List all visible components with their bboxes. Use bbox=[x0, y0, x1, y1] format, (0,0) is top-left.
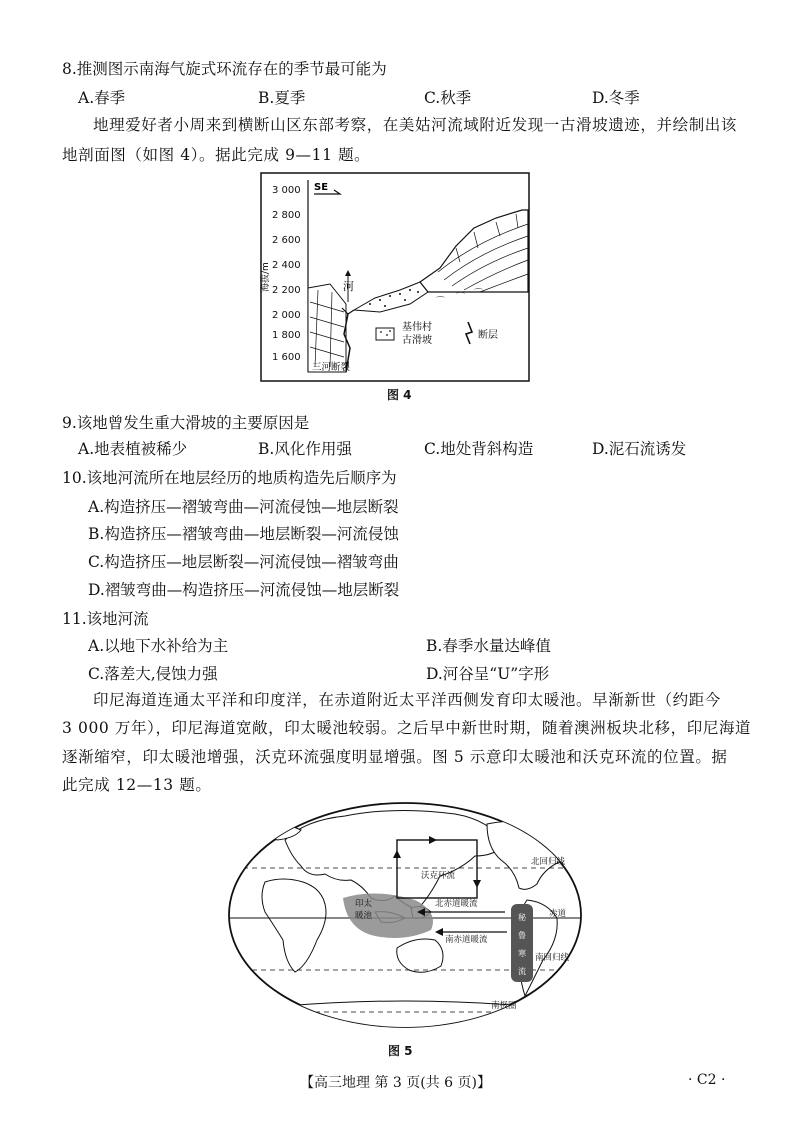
y-tick-2800: 2 800 bbox=[272, 210, 301, 221]
svg-text:⌒: ⌒ bbox=[436, 297, 446, 307]
direction-label: SE bbox=[314, 182, 329, 193]
svg-text:⌒: ⌒ bbox=[456, 293, 466, 303]
legend-landslide-label-1: 基伟村 bbox=[402, 322, 432, 333]
figure-4-caption: 图 4 bbox=[387, 388, 412, 402]
intro-2-line-3: 逐渐缩窄，印太暖池增强，沃克环流强度明显增强。图 5 示意印太暖池和沃克环流的位置。据 bbox=[62, 748, 728, 766]
y-tick-3000: 3 000 bbox=[272, 185, 301, 196]
y-tick-2400: 2 400 bbox=[272, 260, 301, 271]
q9-stem: 9.该地曾发生重大滑坡的主要原因是 bbox=[62, 414, 310, 432]
figure-5-caption: 图 5 bbox=[388, 1044, 413, 1058]
q9-option-a[interactable]: A.地表植被稀少 bbox=[78, 440, 188, 458]
cold-current-char-2: 鲁 bbox=[518, 931, 526, 940]
intro-2-line-1: 印尼海道连通太平洋和印度洋，在赤道附近太平洋西侧发育印太暖池。早渐新世（约距今 bbox=[93, 691, 721, 709]
left-bank-rock bbox=[308, 284, 346, 372]
north-eq-current-label: 北赤道暖流 bbox=[435, 899, 478, 909]
cold-current-char-1: 秘 bbox=[518, 913, 526, 922]
q11-option-a[interactable]: A.以地下水补给为主 bbox=[88, 637, 229, 655]
south-eq-current-label: 南赤道暖流 bbox=[445, 935, 488, 945]
fault-name-label: 三河断裂 bbox=[312, 362, 351, 373]
q9-option-d[interactable]: D.泥石流诱发 bbox=[592, 440, 687, 458]
q10-stem: 10.该地河流所在地层经历的地质构造先后顺序为 bbox=[62, 469, 397, 487]
cold-current-char-4: 流 bbox=[518, 967, 526, 976]
q8-option-d[interactable]: D.冬季 bbox=[592, 89, 640, 107]
warm-pool-label-2: 暖池 bbox=[355, 911, 373, 921]
page-code: · C2 · bbox=[688, 1072, 726, 1088]
svg-text:⌒: ⌒ bbox=[474, 289, 484, 299]
q11-option-c[interactable]: C.落差大,侵蚀力强 bbox=[88, 665, 218, 683]
tropic-south-label: 南回归线 bbox=[535, 953, 570, 963]
y-tick-2000: 2 000 bbox=[272, 310, 301, 321]
q8-option-a[interactable]: A.春季 bbox=[78, 89, 126, 107]
y-tick-1800: 1 800 bbox=[272, 330, 301, 341]
y-tick-2200: 2 200 bbox=[272, 285, 301, 296]
legend-landslide-swatch bbox=[376, 328, 394, 340]
q9-option-b[interactable]: B.风化作用强 bbox=[258, 440, 352, 458]
q10-option-c[interactable]: C.构造挤压—地层断裂—河流侵蚀—褶皱弯曲 bbox=[88, 553, 399, 571]
warm-pool-label-1: 印太 bbox=[355, 899, 373, 909]
intro-2-line-2: 3 000 万年），印尼海道宽敞，印太暖池较弱。之后早中新世时期，随着澳洲板块北移，印尼海道 bbox=[62, 719, 752, 737]
intro-2-line-4: 此完成 12—13 题。 bbox=[62, 776, 212, 794]
q11-option-b[interactable]: B.春季水量达峰值 bbox=[426, 637, 551, 655]
cold-current-char-3: 寒 bbox=[518, 949, 526, 958]
figure-4-cross-section bbox=[260, 172, 530, 382]
y-axis-label: 海拔/m bbox=[261, 262, 271, 292]
page-footer: 【高三地理 第 3 页(共 6 页)】 bbox=[300, 1075, 491, 1091]
river-label: 河 bbox=[343, 280, 354, 293]
q8-stem: 8.推测图示南海气旋式环流存在的季节最可能为 bbox=[62, 60, 387, 78]
q10-option-d[interactable]: D.褶皱弯曲—构造挤压—河流侵蚀—地层断裂 bbox=[88, 581, 400, 599]
y-tick-2600: 2 600 bbox=[272, 235, 301, 246]
q11-option-d[interactable]: D.河谷呈“U”字形 bbox=[426, 665, 550, 683]
antarctic-circle-label: 南极圈 bbox=[491, 1001, 517, 1011]
tropic-north-label: 北回归线 bbox=[531, 857, 566, 867]
y-tick-1600: 1 600 bbox=[272, 352, 301, 363]
q8-option-b[interactable]: B.夏季 bbox=[258, 89, 306, 107]
q8-option-c[interactable]: C.秋季 bbox=[424, 89, 472, 107]
intro-paragraph-1: 地理爱好者小周来到横断山区东部考察，在美姑河流域附近发现一古滑坡遗迹，并绘制出该地剖面图（如图 4）。据此完成 9—11 题。 bbox=[62, 116, 738, 164]
q9-option-c[interactable]: C.地处背斜构造 bbox=[424, 440, 534, 458]
q11-stem: 11.该地河流 bbox=[62, 610, 149, 628]
walker-label: 沃克环流 bbox=[421, 871, 456, 881]
q10-option-a[interactable]: A.构造挤压—褶皱弯曲—河流侵蚀—地层断裂 bbox=[88, 498, 399, 516]
legend-fault-label: 断层 bbox=[478, 330, 498, 341]
figure-5-world-map bbox=[225, 800, 585, 1030]
equator-label: 赤道 bbox=[549, 909, 567, 919]
q10-option-b[interactable]: B.构造挤压—褶皱弯曲—地层断裂—河流侵蚀 bbox=[88, 525, 399, 543]
legend-landslide-label-2: 古滑坡 bbox=[402, 335, 432, 346]
